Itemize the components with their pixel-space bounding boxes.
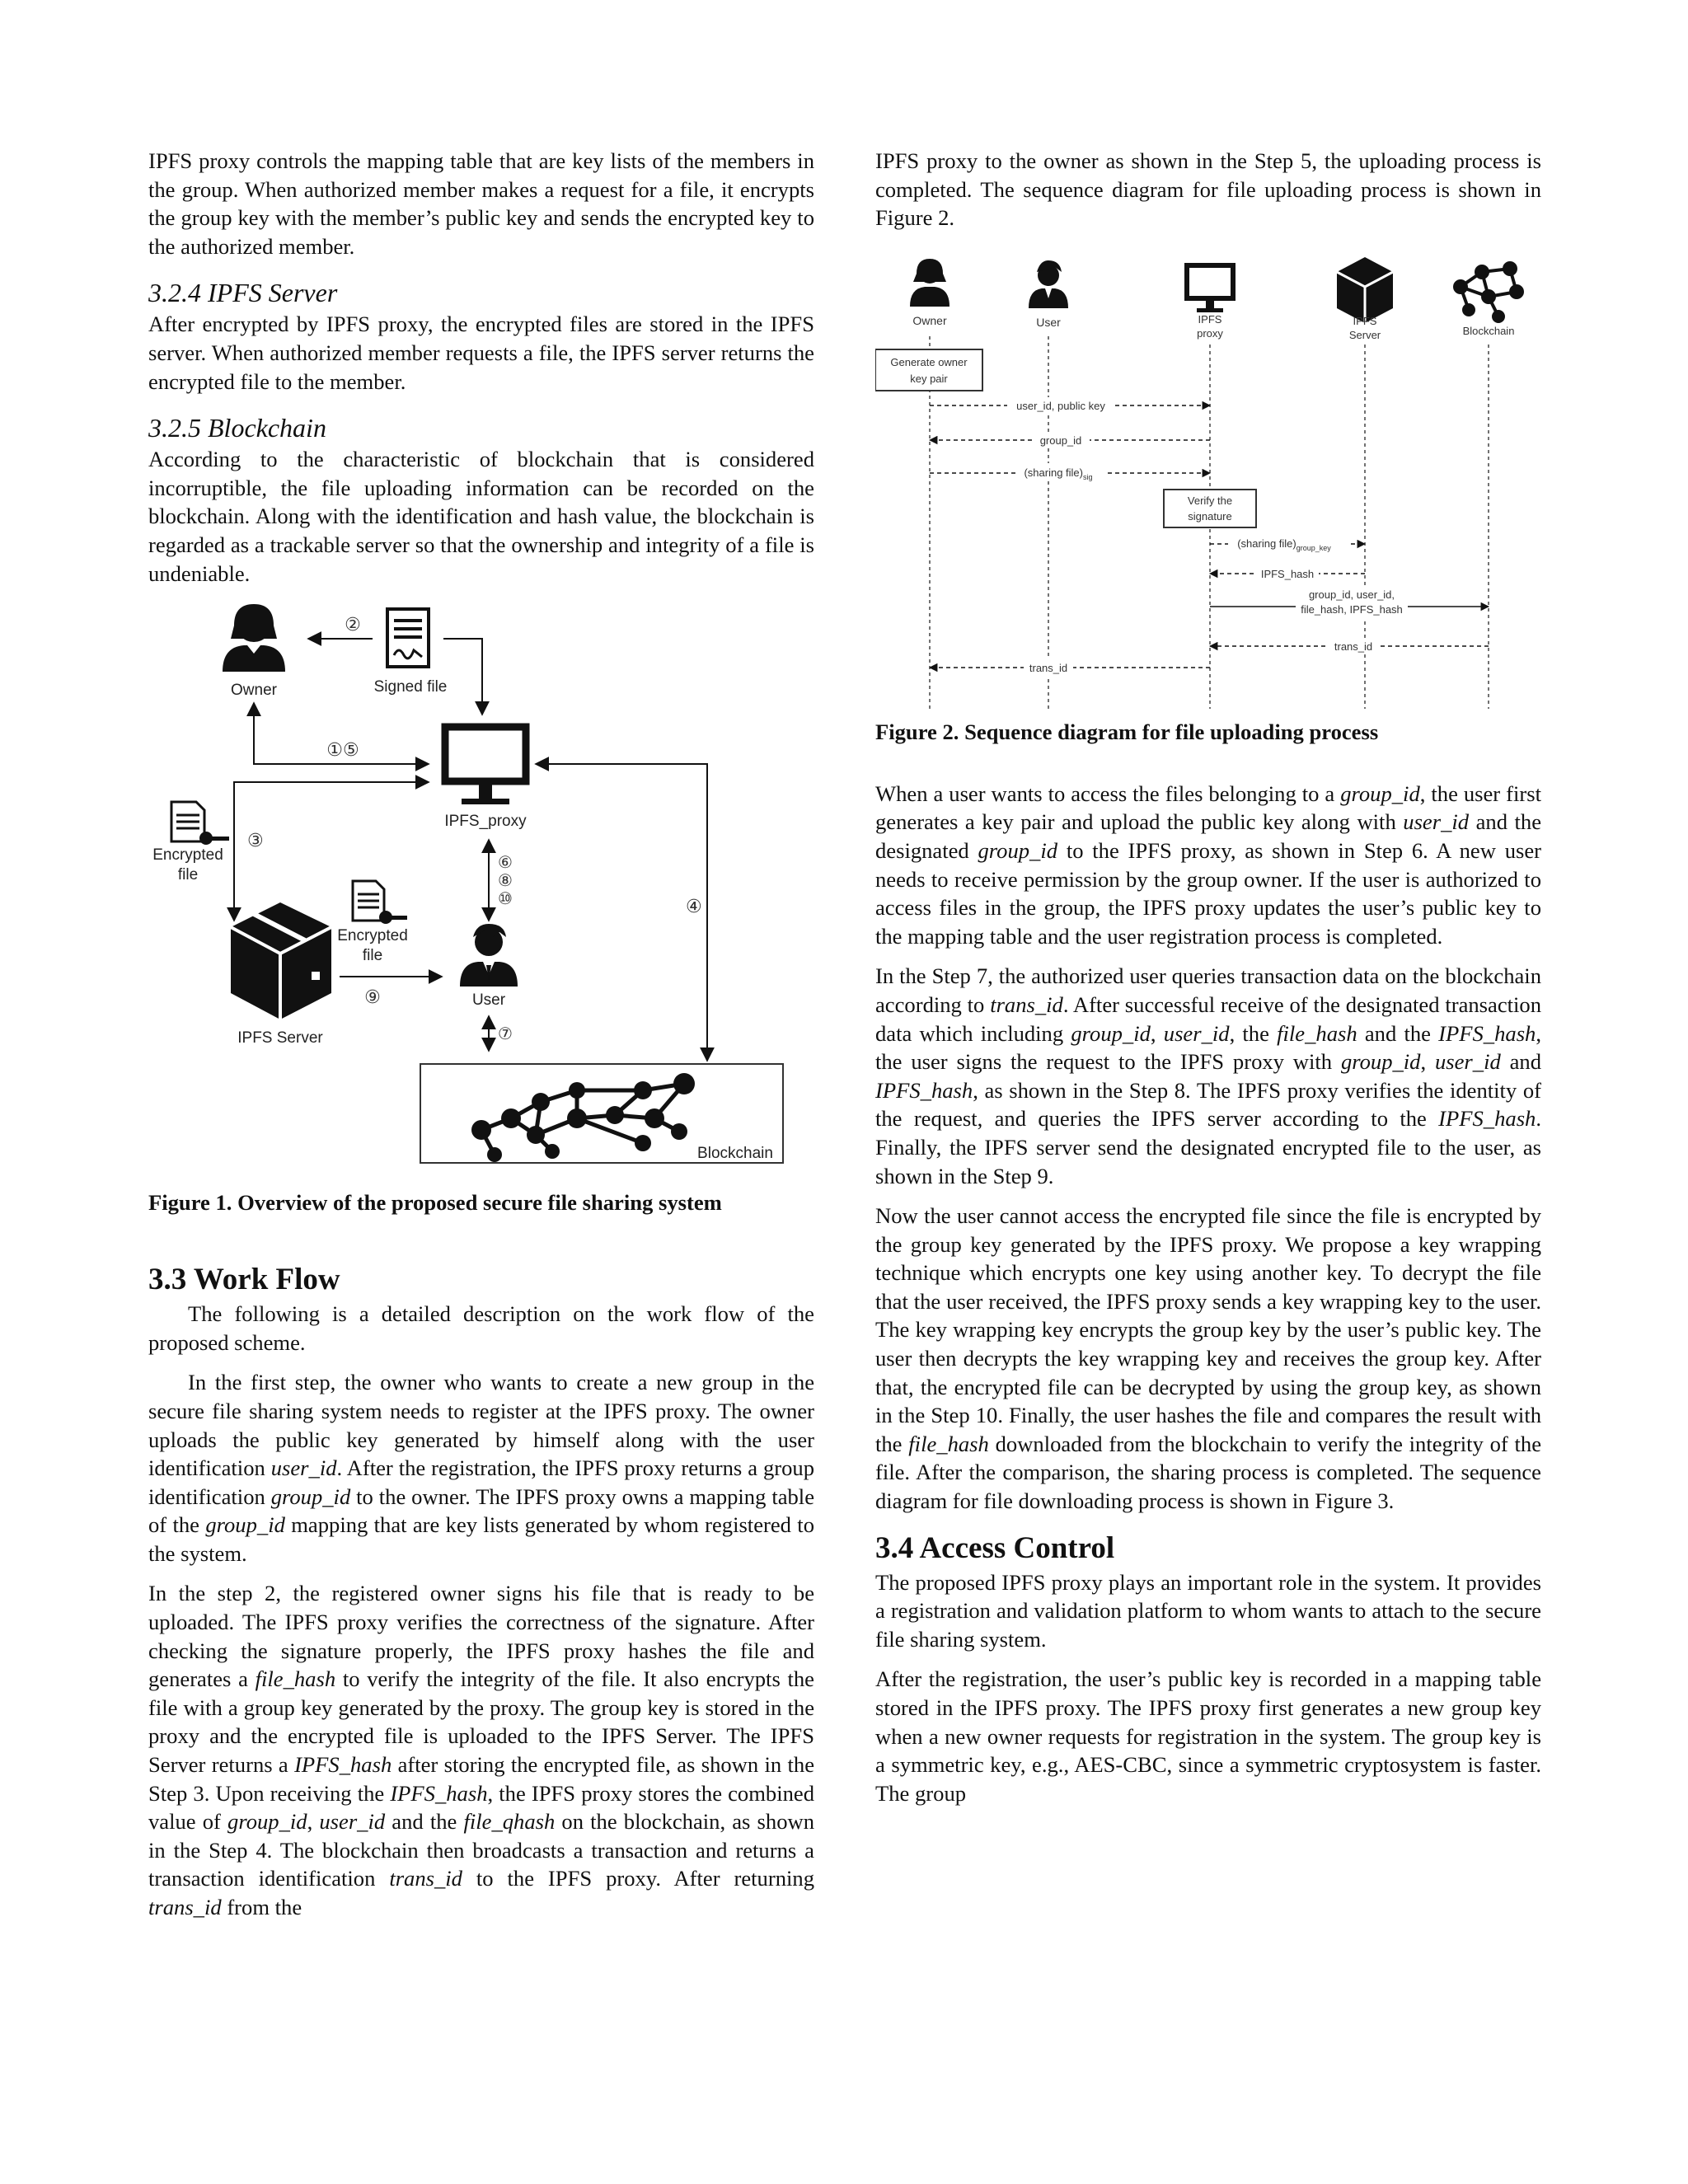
- fig2-verify-a: Verify the: [1187, 494, 1233, 507]
- fig1-ipfs-server-label: IPFS Server: [237, 1029, 323, 1047]
- paragraph-step5: IPFS proxy to the owner as shown in the Step 5, the uploading process is completed. The sequence diagram for file uploading process is shown in Figure 2.: [875, 148, 1541, 231]
- ipfs-server-icon: [1337, 257, 1393, 323]
- fig1-blockchain-label: Blockchain: [697, 1145, 773, 1163]
- fig1-step-1-5: ①⑤: [326, 740, 359, 762]
- fig2-gen-key-b: key pair: [910, 372, 948, 385]
- paragraph-workflow-step1: In the first step, the owner who wants to create a new group in the secure file sharing system needs to register at the IPFS proxy. The owner uploads the public key generated by himself along with the user identification user_id. After the registration, the IPFS proxy returns a group identification group_id to the owner. The IPFS proxy owns a mapping table of the group_id mapping that are key lists generated by whom registered to the system.: [148, 1370, 814, 1566]
- fig2-owner-label: Owner: [912, 313, 947, 327]
- heading-3-3: 3.3 Work Flow: [148, 1263, 340, 1297]
- heading-3-2-5: 3.2.5 Blockchain: [148, 413, 326, 443]
- ipfs-server-icon: [231, 902, 331, 1019]
- fig2-msg-file-ipfs-hash: file_hash, IPFS_hash: [1301, 602, 1403, 616]
- user-icon: [1029, 260, 1068, 308]
- fig1-signed-file-label: Signed file: [373, 678, 448, 696]
- figure-2-caption: Figure 2. Sequence diagram for file uploading process: [875, 719, 1379, 744]
- encrypted-file-icon: [171, 802, 229, 845]
- fig2-ipfs-proxy-label-a: IPFS: [1198, 312, 1222, 326]
- fig2-msg-user-id-public-key: user_id, public key: [1016, 399, 1105, 412]
- fig1-step-2: ②: [345, 615, 361, 636]
- fig2-blockchain-label: Blockchain: [1462, 324, 1515, 337]
- fig2-msg-group-user-id: group_id, user_id,: [1308, 588, 1395, 601]
- heading-3-2-4: 3.2.4 IPFS Server: [148, 278, 338, 308]
- fig2-msg-sharing-file-sig: (sharing file): [1024, 466, 1084, 479]
- paragraph-ipfs-server: After encrypted by IPFS proxy, the encrypted files are stored in the IPFS server. When authorized member requests a file, the IPFS server returns the encrypted file to the member.: [148, 312, 814, 394]
- fig1-step-6: ⑥: [498, 852, 513, 873]
- right-column: [875, 147, 1541, 1819]
- fig1-step-10: ⑩: [498, 888, 513, 909]
- fig1-user-label: User: [471, 991, 506, 1010]
- fig1-step-4: ④: [686, 897, 702, 918]
- owner-icon: [223, 604, 285, 672]
- blockchain-icon: [1455, 263, 1522, 321]
- paragraph-workflow-intro: The following is a detailed description on the work flow of the proposed scheme.: [148, 1301, 814, 1355]
- figure-2-sequence-diagram: [875, 254, 1541, 715]
- fig2-msg-trans-id-2: trans_id: [1029, 661, 1068, 674]
- fig1-step-7: ⑦: [498, 1024, 513, 1044]
- user-icon: [460, 924, 518, 987]
- ipfs-proxy-icon: [445, 727, 526, 804]
- paragraph-user-access: When a user wants to access the files belonging to a group_id, the user first generates a key pair and upload the public key along with user_id and the designated group_id to the IPFS proxy, as shown in Step 6. A new user needs to receive permission by the group owner. If the user is authorized to access files in the group, the IPFS proxy updates the user’s public key to the mapping table and the user registration process is completed.: [875, 780, 1542, 949]
- figure-1-caption: Figure 1. Overview of the proposed secure file sharing system: [148, 1190, 722, 1216]
- fig2-msg-sharing-file-group-key: (sharing file): [1237, 537, 1296, 550]
- fig1-step-8: ⑧: [498, 870, 513, 891]
- paragraph-access-control: The proposed IPFS proxy plays an important role in the system. It provides a registration and validation platform to whom wants to attach to the secure file sharing system.: [875, 1569, 1541, 1652]
- fig2-msg-group-id: group_id: [1039, 434, 1082, 447]
- fig2-ipfs-server-label-b: Server: [1348, 328, 1381, 341]
- fig1-ipfs-proxy-label: IPFS_proxy: [444, 813, 527, 831]
- ipfs-proxy-icon: [1187, 265, 1233, 312]
- paragraph-registration: After the registration, the user’s public key is recorded in a mapping table stored in the IPFS proxy. The IPFS proxy first generates a new group key when a new owner requests for registration in the system. The group key is a symmetric key, e.g., AES-CBC, since a symmetric cryptosystem is faster. The group: [875, 1666, 1541, 1806]
- fig2-msg-group-key-subscript: group_key: [1296, 543, 1331, 552]
- encrypted-file-icon: [353, 881, 407, 924]
- fig1-step-9: ⑨: [364, 987, 381, 1009]
- fig1-encrypted-file-mid-b: file: [362, 947, 383, 965]
- fig1-encrypted-file-mid-a: Encrypted: [337, 927, 408, 945]
- fig2-ipfs-server-label-a: IPFS: [1353, 314, 1377, 327]
- signed-file-icon: [387, 609, 429, 667]
- fig2-gen-key-a: Generate owner: [890, 355, 968, 368]
- left-column: [148, 147, 814, 1933]
- fig1-step-3: ③: [247, 831, 264, 852]
- paragraph-key-wrapping: Now the user cannot access the encrypted file since the file is encrypted by the group key generated by the IPFS proxy. We propose a key wrapping technique which encrypts one key using another key. To decrypt the file that the user received, the IPFS proxy sends a key wrapping key to the user. The key wrapping key encrypts the group key by the user’s public key. The user then decrypts the key wrapping key and receives the group key. After that, the encrypted file can be decrypted by using the group key, as shown in the Step 10. Finally, the user hashes the file and compares the result with the file_hash downloaded from the blockchain to verify the integrity of the file. After the comparison, the sharing process is completed. The sequence diagram for file downloading process is shown in Figure 3.: [875, 1203, 1542, 1514]
- fig2-ipfs-proxy-label-b: proxy: [1197, 326, 1223, 340]
- paragraph-workflow-step2: In the step 2, the registered owner signs his file that is ready to be uploaded. The IPFS proxy verifies the correctness of the signature. After checking the signature properly, the IPFS proxy hashes the file and generates a file_hash to verify the integrity of the file. It also encrypts the file with a group key generated by the proxy. The group key is stored in the proxy and the encrypted file is uploaded to the IPFS Server. The IPFS Server returns a IPFS_hash after storing the encrypted file, as shown in the Step 3. Upon receiving the IPFS_hash, the IPFS proxy stores the combined value of group_id, user_id and the file_qhash on the blockchain, as shown in the Step 4. The blockchain then broadcasts a transaction and returns a transaction identification trans_id to the IPFS proxy. After returning trans_id from the: [148, 1581, 814, 1919]
- heading-3-4: 3.4 Access Control: [875, 1530, 1115, 1565]
- figure-1-diagram: [148, 599, 814, 1186]
- fig1-encrypted-file-left-a: Encrypted: [152, 846, 223, 865]
- paragraph-blockchain: According to the characteristic of blockchain that is considered incorruptible, the file uploading information can be recorded on the blockchain. Along with the identification and hash value, the blockchain is regarded as a trackable server so that the ownership and integrity of a file is undeniable.: [148, 447, 814, 586]
- fig2-msg-ipfs-hash: IPFS_hash: [1260, 567, 1315, 580]
- fig1-encrypted-file-left-b: file: [177, 866, 199, 884]
- fig2-msg-trans-id-1: trans_id: [1334, 640, 1373, 653]
- fig2-msg-sig-subscript: sig: [1083, 472, 1093, 481]
- paragraph-step7: In the Step 7, the authorized user queries transaction data on the blockchain according to trans_id. After successful receive of the designated transaction data which including group_id, user_id, the file_hash and the IPFS_hash, the user signs the request to the IPFS proxy with group_id, user_id and IPFS_hash, as shown in the Step 8. The IPFS proxy verifies the identity of the request, and queries the IPFS server according to the IPFS_hash. Finally, the IPFS server send the designated encrypted file to the user, as shown in the Step 9.: [875, 963, 1542, 1188]
- fig2-user-label: User: [1036, 315, 1061, 329]
- fig2-verify-b: signature: [1188, 509, 1232, 523]
- paragraph-intro: IPFS proxy controls the mapping table that are key lists of the members in the group. When authorized member makes a request for a file, it encrypts the group key with the member’s public key and sends the encrypted key to the authorized member.: [148, 148, 814, 259]
- owner-icon: [910, 259, 950, 307]
- fig1-owner-label: Owner: [231, 682, 277, 700]
